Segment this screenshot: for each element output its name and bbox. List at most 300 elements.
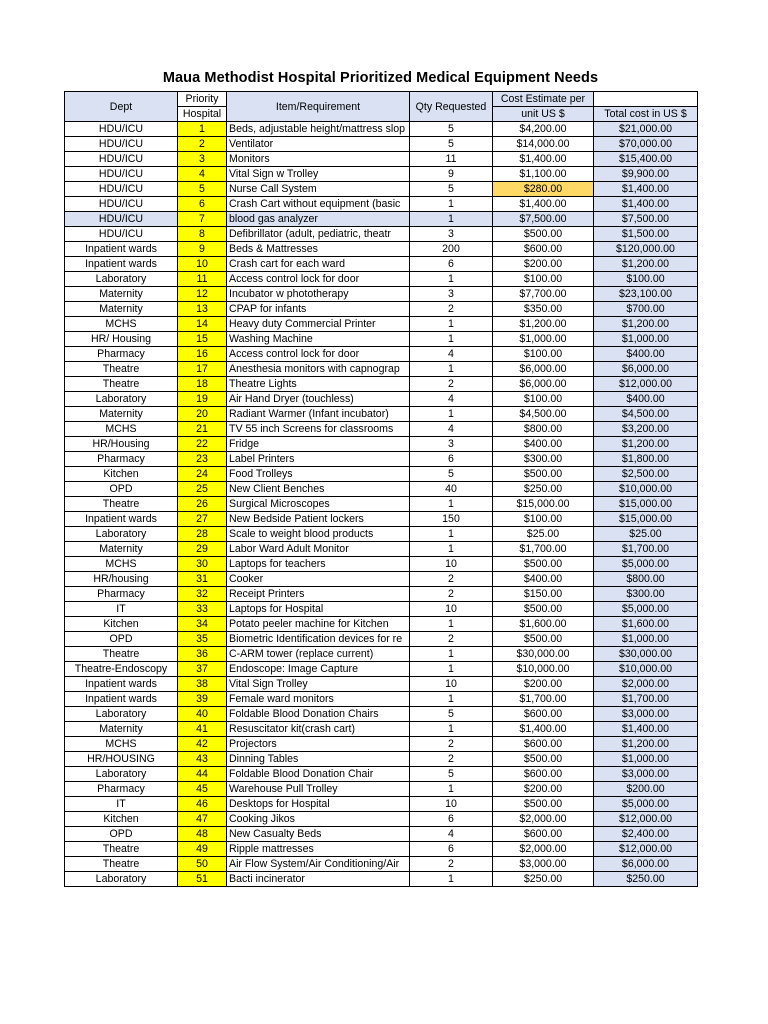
unit-cost-cell: $200.00: [493, 782, 594, 797]
document-title: Maua Methodist Hospital Prioritized Medical Equipment Needs: [162, 70, 599, 86]
item-cell: Washing Machine: [227, 332, 410, 347]
equipment-table: [64, 91, 698, 887]
dept-cell: Laboratory: [65, 707, 178, 722]
header-total-blank: [594, 92, 698, 107]
dept-cell: HDU/ICU: [65, 182, 178, 197]
priority-cell: 14: [178, 317, 227, 332]
qty-cell: 1: [410, 647, 493, 662]
qty-cell: 1: [410, 332, 493, 347]
table-row: [65, 662, 698, 677]
table-row: [65, 587, 698, 602]
unit-cost-cell: $280.00: [493, 182, 594, 197]
item-cell: Defibrillator (adult, pediatric, theatr: [227, 227, 410, 242]
table-row: [65, 407, 698, 422]
qty-cell: 10: [410, 797, 493, 812]
header-priority-line2: Hospital: [178, 107, 227, 122]
unit-cost-cell: $14,000.00: [493, 137, 594, 152]
qty-cell: 1: [410, 362, 493, 377]
item-cell: Female ward monitors: [227, 692, 410, 707]
qty-cell: 5: [410, 767, 493, 782]
item-cell: Cooking Jikos: [227, 812, 410, 827]
priority-cell: 15: [178, 332, 227, 347]
dept-cell: Maternity: [65, 407, 178, 422]
dept-cell: Maternity: [65, 542, 178, 557]
dept-cell: Inpatient wards: [65, 677, 178, 692]
qty-cell: 1: [410, 782, 493, 797]
item-cell: Surgical Microscopes: [227, 497, 410, 512]
priority-cell: 6: [178, 197, 227, 212]
unit-cost-cell: $500.00: [493, 227, 594, 242]
table-row: [65, 392, 698, 407]
unit-cost-cell: $2,000.00: [493, 812, 594, 827]
qty-cell: 1: [410, 617, 493, 632]
total-cost-cell: $23,100.00: [594, 287, 698, 302]
table-row: [65, 692, 698, 707]
priority-cell: 25: [178, 482, 227, 497]
item-cell: Heavy duty Commercial Printer: [227, 317, 410, 332]
unit-cost-cell: $1,100.00: [493, 167, 594, 182]
dept-cell: MCHS: [65, 737, 178, 752]
dept-cell: HR/Housing: [65, 437, 178, 452]
table-row: [65, 167, 698, 182]
dept-cell: Theatre: [65, 362, 178, 377]
unit-cost-cell: $7,500.00: [493, 212, 594, 227]
dept-cell: Kitchen: [65, 812, 178, 827]
priority-cell: 46: [178, 797, 227, 812]
priority-cell: 20: [178, 407, 227, 422]
table-row: [65, 452, 698, 467]
qty-cell: 5: [410, 467, 493, 482]
item-cell: Endoscope: Image Capture: [227, 662, 410, 677]
total-cost-cell: $800.00: [594, 572, 698, 587]
unit-cost-cell: $400.00: [493, 437, 594, 452]
qty-cell: 6: [410, 452, 493, 467]
dept-cell: Inpatient wards: [65, 512, 178, 527]
item-cell: New Client Benches: [227, 482, 410, 497]
item-cell: Monitors: [227, 152, 410, 167]
item-cell: Foldable Blood Donation Chair: [227, 767, 410, 782]
dept-cell: Theatre-Endoscopy: [65, 662, 178, 677]
priority-cell: 18: [178, 377, 227, 392]
dept-cell: Maternity: [65, 287, 178, 302]
unit-cost-cell: $6,000.00: [493, 362, 594, 377]
qty-cell: 10: [410, 602, 493, 617]
total-cost-cell: $1,000.00: [594, 332, 698, 347]
unit-cost-cell: $500.00: [493, 557, 594, 572]
table-row: [65, 422, 698, 437]
unit-cost-cell: $100.00: [493, 512, 594, 527]
unit-cost-cell: $1,400.00: [493, 722, 594, 737]
priority-cell: 44: [178, 767, 227, 782]
total-cost-cell: $6,000.00: [594, 857, 698, 872]
item-cell: Air Hand Dryer (touchless): [227, 392, 410, 407]
priority-cell: 4: [178, 167, 227, 182]
unit-cost-cell: $200.00: [493, 677, 594, 692]
priority-cell: 24: [178, 467, 227, 482]
table-row: [65, 227, 698, 242]
priority-cell: 21: [178, 422, 227, 437]
total-cost-cell: $1,400.00: [594, 197, 698, 212]
dept-cell: Pharmacy: [65, 452, 178, 467]
dept-cell: IT: [65, 797, 178, 812]
priority-cell: 42: [178, 737, 227, 752]
total-cost-cell: $30,000.00: [594, 647, 698, 662]
total-cost-cell: $15,000.00: [594, 512, 698, 527]
total-cost-cell: $4,500.00: [594, 407, 698, 422]
dept-cell: HDU/ICU: [65, 227, 178, 242]
unit-cost-cell: $350.00: [493, 302, 594, 317]
table-row: [65, 872, 698, 887]
priority-cell: 45: [178, 782, 227, 797]
item-cell: Nurse Call System: [227, 182, 410, 197]
dept-cell: HDU/ICU: [65, 197, 178, 212]
table-row: [65, 182, 698, 197]
item-cell: Radiant Warmer (Infant incubator): [227, 407, 410, 422]
table-row: [65, 122, 698, 137]
priority-cell: 5: [178, 182, 227, 197]
item-cell: Laptops for teachers: [227, 557, 410, 572]
table-row: [65, 677, 698, 692]
dept-cell: Maternity: [65, 722, 178, 737]
unit-cost-cell: $1,700.00: [493, 542, 594, 557]
dept-cell: Kitchen: [65, 467, 178, 482]
item-cell: Potato peeler machine for Kitchen: [227, 617, 410, 632]
dept-cell: OPD: [65, 632, 178, 647]
qty-cell: 2: [410, 857, 493, 872]
total-cost-cell: $2,400.00: [594, 827, 698, 842]
item-cell: Warehouse Pull Trolley: [227, 782, 410, 797]
qty-cell: 2: [410, 302, 493, 317]
total-cost-cell: $12,000.00: [594, 842, 698, 857]
header-total: Total cost in US $: [594, 107, 698, 122]
table-row: [65, 137, 698, 152]
table-row: [65, 542, 698, 557]
table-row: [65, 797, 698, 812]
dept-cell: HR/housing: [65, 572, 178, 587]
dept-cell: Laboratory: [65, 527, 178, 542]
qty-cell: 6: [410, 812, 493, 827]
priority-cell: 8: [178, 227, 227, 242]
unit-cost-cell: $150.00: [493, 587, 594, 602]
table-row: [65, 647, 698, 662]
item-cell: Receipt Printers: [227, 587, 410, 602]
table-row: [65, 197, 698, 212]
qty-cell: 1: [410, 527, 493, 542]
total-cost-cell: $10,000.00: [594, 482, 698, 497]
dept-cell: OPD: [65, 482, 178, 497]
dept-cell: Laboratory: [65, 767, 178, 782]
item-cell: TV 55 inch Screens for classrooms: [227, 422, 410, 437]
qty-cell: 1: [410, 317, 493, 332]
qty-cell: 1: [410, 662, 493, 677]
dept-cell: Laboratory: [65, 392, 178, 407]
dept-cell: Theatre: [65, 857, 178, 872]
qty-cell: 1: [410, 272, 493, 287]
qty-cell: 40: [410, 482, 493, 497]
total-cost-cell: $1,400.00: [594, 722, 698, 737]
priority-cell: 47: [178, 812, 227, 827]
qty-cell: 5: [410, 182, 493, 197]
dept-cell: Theatre: [65, 647, 178, 662]
table-row: [65, 317, 698, 332]
header-unit-line2: unit US $: [493, 107, 594, 122]
priority-cell: 10: [178, 257, 227, 272]
priority-cell: 31: [178, 572, 227, 587]
priority-cell: 27: [178, 512, 227, 527]
item-cell: Foldable Blood Donation Chairs: [227, 707, 410, 722]
total-cost-cell: $25.00: [594, 527, 698, 542]
total-cost-cell: $12,000.00: [594, 377, 698, 392]
priority-cell: 38: [178, 677, 227, 692]
total-cost-cell: $200.00: [594, 782, 698, 797]
item-cell: CPAP for infants: [227, 302, 410, 317]
dept-cell: Laboratory: [65, 872, 178, 887]
qty-cell: 1: [410, 872, 493, 887]
item-cell: Anesthesia monitors with capnograp: [227, 362, 410, 377]
item-cell: C-ARM tower (replace current): [227, 647, 410, 662]
unit-cost-cell: $500.00: [493, 602, 594, 617]
unit-cost-cell: $100.00: [493, 347, 594, 362]
dept-cell: Inpatient wards: [65, 242, 178, 257]
total-cost-cell: $1,000.00: [594, 752, 698, 767]
unit-cost-cell: $3,000.00: [493, 857, 594, 872]
qty-cell: 9: [410, 167, 493, 182]
table-row: [65, 812, 698, 827]
total-cost-cell: $1,700.00: [594, 542, 698, 557]
table-row: [65, 467, 698, 482]
unit-cost-cell: $4,500.00: [493, 407, 594, 422]
qty-cell: 150: [410, 512, 493, 527]
qty-cell: 11: [410, 152, 493, 167]
priority-cell: 41: [178, 722, 227, 737]
table-row: [65, 347, 698, 362]
total-cost-cell: $1,400.00: [594, 182, 698, 197]
dept-cell: Pharmacy: [65, 347, 178, 362]
dept-cell: HR/HOUSING: [65, 752, 178, 767]
item-cell: Biometric Identification devices for re: [227, 632, 410, 647]
priority-cell: 49: [178, 842, 227, 857]
total-cost-cell: $15,400.00: [594, 152, 698, 167]
table-row: [65, 242, 698, 257]
unit-cost-cell: $400.00: [493, 572, 594, 587]
qty-cell: 1: [410, 407, 493, 422]
total-cost-cell: $1,700.00: [594, 692, 698, 707]
dept-cell: HDU/ICU: [65, 122, 178, 137]
priority-cell: 12: [178, 287, 227, 302]
total-cost-cell: $15,000.00: [594, 497, 698, 512]
table-row: [65, 257, 698, 272]
item-cell: Vital Sign Trolley: [227, 677, 410, 692]
item-cell: Air Flow System/Air Conditioning/Air: [227, 857, 410, 872]
total-cost-cell: $21,000.00: [594, 122, 698, 137]
qty-cell: 2: [410, 587, 493, 602]
table-row: [65, 557, 698, 572]
dept-cell: HR/ Housing: [65, 332, 178, 347]
total-cost-cell: $6,000.00: [594, 362, 698, 377]
item-cell: Incubator w phototherapy: [227, 287, 410, 302]
total-cost-cell: $700.00: [594, 302, 698, 317]
qty-cell: 1: [410, 692, 493, 707]
dept-cell: MCHS: [65, 557, 178, 572]
table-row: [65, 287, 698, 302]
unit-cost-cell: $600.00: [493, 242, 594, 257]
total-cost-cell: $9,900.00: [594, 167, 698, 182]
total-cost-cell: $1,200.00: [594, 437, 698, 452]
item-cell: New Bedside Patient lockers: [227, 512, 410, 527]
unit-cost-cell: $1,400.00: [493, 152, 594, 167]
unit-cost-cell: $6,000.00: [493, 377, 594, 392]
qty-cell: 3: [410, 437, 493, 452]
priority-cell: 34: [178, 617, 227, 632]
unit-cost-cell: $4,200.00: [493, 122, 594, 137]
header-unit-line1: Cost Estimate per: [493, 92, 594, 107]
priority-cell: 28: [178, 527, 227, 542]
priority-cell: 26: [178, 497, 227, 512]
total-cost-cell: $3,000.00: [594, 707, 698, 722]
total-cost-cell: $1,600.00: [594, 617, 698, 632]
priority-cell: 11: [178, 272, 227, 287]
header-qty: Qty Requested: [410, 92, 493, 122]
priority-cell: 50: [178, 857, 227, 872]
table-row: [65, 842, 698, 857]
total-cost-cell: $400.00: [594, 392, 698, 407]
dept-cell: Pharmacy: [65, 782, 178, 797]
table-row: [65, 782, 698, 797]
qty-cell: 10: [410, 677, 493, 692]
unit-cost-cell: $300.00: [493, 452, 594, 467]
unit-cost-cell: $15,000.00: [493, 497, 594, 512]
unit-cost-cell: $100.00: [493, 392, 594, 407]
total-cost-cell: $120,000.00: [594, 242, 698, 257]
unit-cost-cell: $7,700.00: [493, 287, 594, 302]
table-row: [65, 362, 698, 377]
dept-cell: Theatre: [65, 497, 178, 512]
item-cell: New Casualty Beds: [227, 827, 410, 842]
priority-cell: 23: [178, 452, 227, 467]
total-cost-cell: $250.00: [594, 872, 698, 887]
table-row: [65, 572, 698, 587]
priority-cell: 36: [178, 647, 227, 662]
priority-cell: 13: [178, 302, 227, 317]
dept-cell: Theatre: [65, 377, 178, 392]
total-cost-cell: $1,800.00: [594, 452, 698, 467]
qty-cell: 2: [410, 572, 493, 587]
dept-cell: HDU/ICU: [65, 212, 178, 227]
priority-cell: 3: [178, 152, 227, 167]
unit-cost-cell: $500.00: [493, 467, 594, 482]
total-cost-cell: $400.00: [594, 347, 698, 362]
priority-cell: 22: [178, 437, 227, 452]
total-cost-cell: $5,000.00: [594, 557, 698, 572]
total-cost-cell: $1,200.00: [594, 737, 698, 752]
unit-cost-cell: $800.00: [493, 422, 594, 437]
table-row: [65, 767, 698, 782]
qty-cell: 6: [410, 257, 493, 272]
table-row: [65, 272, 698, 287]
total-cost-cell: $10,000.00: [594, 662, 698, 677]
item-cell: Beds, adjustable height/mattress slop: [227, 122, 410, 137]
qty-cell: 4: [410, 422, 493, 437]
dept-cell: Inpatient wards: [65, 257, 178, 272]
priority-cell: 37: [178, 662, 227, 677]
qty-cell: 4: [410, 827, 493, 842]
table-row: [65, 737, 698, 752]
item-cell: Crash Cart without equipment (basic: [227, 197, 410, 212]
unit-cost-cell: $250.00: [493, 482, 594, 497]
unit-cost-cell: $1,700.00: [493, 692, 594, 707]
unit-cost-cell: $2,000.00: [493, 842, 594, 857]
table-row: [65, 212, 698, 227]
total-cost-cell: $3,200.00: [594, 422, 698, 437]
qty-cell: 3: [410, 227, 493, 242]
qty-cell: 1: [410, 212, 493, 227]
table-row: [65, 332, 698, 347]
item-cell: Access control lock for door: [227, 272, 410, 287]
item-cell: Ventilator: [227, 137, 410, 152]
qty-cell: 4: [410, 392, 493, 407]
priority-cell: 40: [178, 707, 227, 722]
table-row: [65, 437, 698, 452]
dept-cell: Maternity: [65, 302, 178, 317]
item-cell: Fridge: [227, 437, 410, 452]
table-row: [65, 482, 698, 497]
priority-cell: 35: [178, 632, 227, 647]
item-cell: Label Printers: [227, 452, 410, 467]
priority-cell: 1: [178, 122, 227, 137]
qty-cell: 10: [410, 557, 493, 572]
dept-cell: Laboratory: [65, 272, 178, 287]
unit-cost-cell: $1,000.00: [493, 332, 594, 347]
priority-cell: 51: [178, 872, 227, 887]
priority-cell: 39: [178, 692, 227, 707]
dept-cell: HDU/ICU: [65, 137, 178, 152]
item-cell: Food Trolleys: [227, 467, 410, 482]
total-cost-cell: $12,000.00: [594, 812, 698, 827]
unit-cost-cell: $600.00: [493, 767, 594, 782]
table-row: [65, 617, 698, 632]
unit-cost-cell: $1,400.00: [493, 197, 594, 212]
unit-cost-cell: $500.00: [493, 752, 594, 767]
priority-cell: 2: [178, 137, 227, 152]
item-cell: Access control lock for door: [227, 347, 410, 362]
qty-cell: 1: [410, 197, 493, 212]
qty-cell: 200: [410, 242, 493, 257]
item-cell: Labor Ward Adult Monitor: [227, 542, 410, 557]
dept-cell: HDU/ICU: [65, 152, 178, 167]
table-row: [65, 707, 698, 722]
priority-cell: 29: [178, 542, 227, 557]
total-cost-cell: $3,000.00: [594, 767, 698, 782]
header-row-1: [65, 92, 698, 107]
table-row: [65, 827, 698, 842]
dept-cell: Theatre: [65, 842, 178, 857]
dept-cell: Inpatient wards: [65, 692, 178, 707]
table-row: [65, 512, 698, 527]
total-cost-cell: $2,000.00: [594, 677, 698, 692]
qty-cell: 1: [410, 722, 493, 737]
unit-cost-cell: $600.00: [493, 707, 594, 722]
dept-cell: MCHS: [65, 422, 178, 437]
unit-cost-cell: $500.00: [493, 797, 594, 812]
qty-cell: 5: [410, 707, 493, 722]
total-cost-cell: $1,500.00: [594, 227, 698, 242]
total-cost-cell: $1,200.00: [594, 257, 698, 272]
table-row: [65, 722, 698, 737]
table-row: [65, 302, 698, 317]
priority-cell: 30: [178, 557, 227, 572]
table-row: [65, 857, 698, 872]
qty-cell: 1: [410, 542, 493, 557]
